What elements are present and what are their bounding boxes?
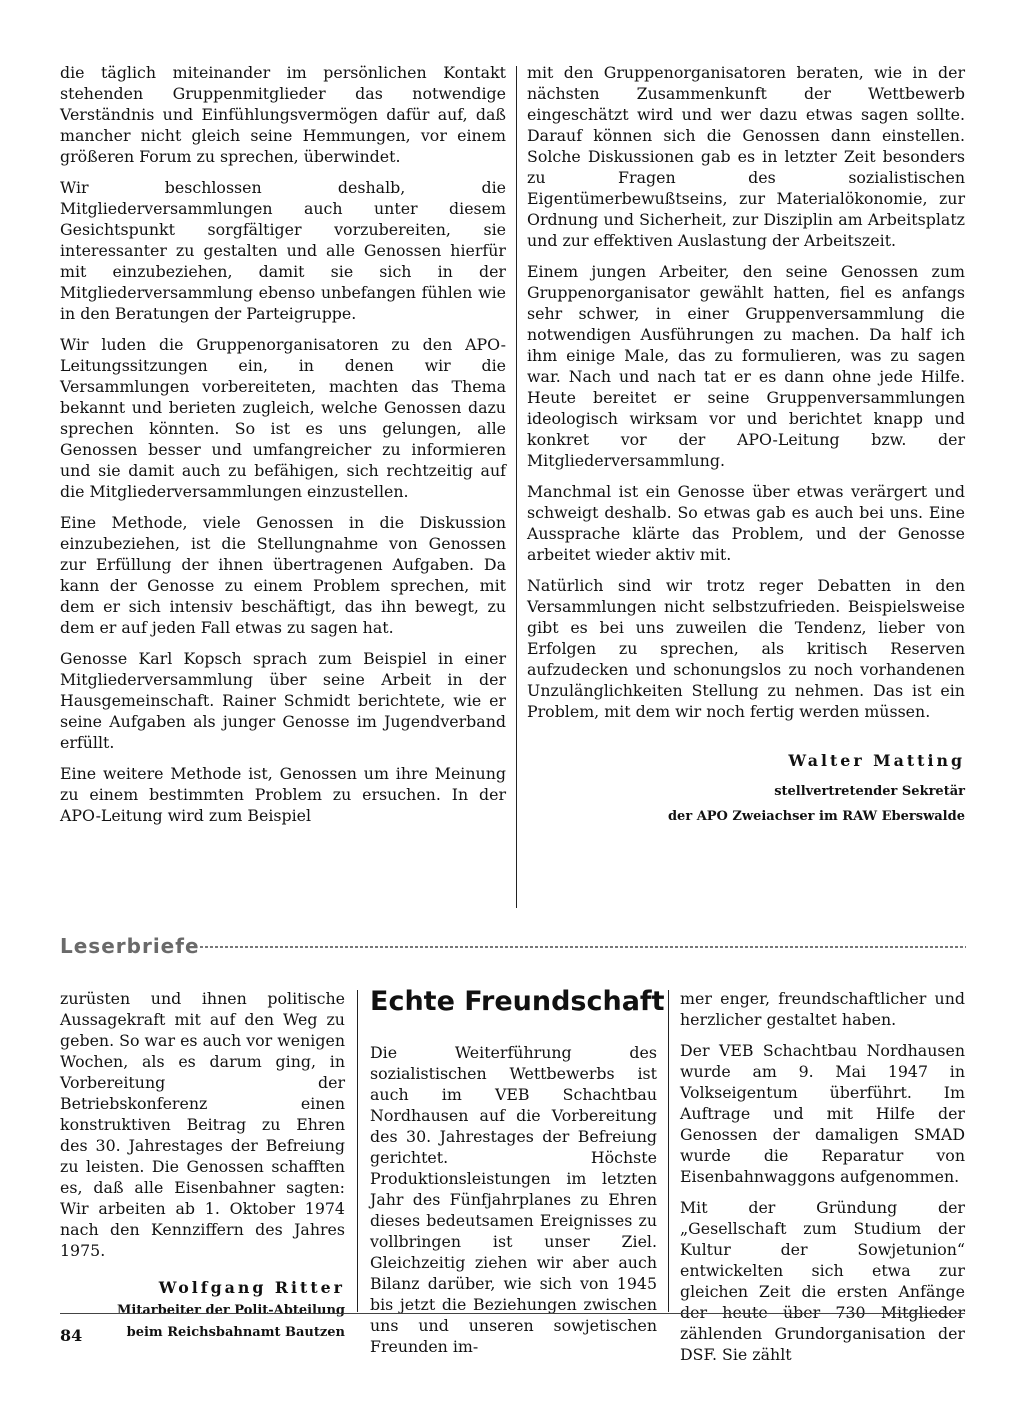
paragraph: die täglich miteinander im persönlichen Kontakt stehenden Gruppenmitglieder das notwendige Verständnis und Einfühlungsvermögen dafür auf, daß mancher nicht gleich seine Hemmungen, vor einem größeren Forum zu sprechen, überwindet. xyxy=(60,63,506,166)
paragraph: Einem jungen Arbeiter, den seine Genossen zum Gruppenorganisator gewählt hatten, fiel es anfangs sehr schwer, in einer Gruppenversammlung die notwendigen Ausführungen zu machen. Da half ich ihm einige Male, das zu formulieren, was zu sagen war. Nach und nach tat er es dann ohne jede Hilfe. Heute bereitet er seine Gruppenversammlungen ideologisch wirksam vor und berichtet knapp und konkret vor der APO-Leitung bzw. der Mitgliederversammlung. xyxy=(527,262,965,470)
paragraph: Manchmal ist ein Genosse über etwas verärgert und schweigt deshalb. So etwas gab es auch bei uns. Eine Aussprache klärte das Problem, und der Genosse arbeitet wieder aktiv mit. xyxy=(527,482,965,564)
letter-column-a xyxy=(60,988,345,1344)
letter-author-affiliation: beim Reichsbahnamt Bautzen xyxy=(126,1325,345,1340)
paragraph: mer enger, freundschaftlicher und herzlicher gestaltet haben. xyxy=(680,989,965,1029)
paragraph: Eine weitere Methode ist, Genossen um ihre Meinung zu einem bestimmten Problem zu ersuchen. In der APO-Leitung wird zum Beispiel xyxy=(60,764,506,825)
author-affiliation: der APO Zweiachser im RAW Eberswalde xyxy=(667,809,965,824)
author-role: stellvertretender Sekretär xyxy=(774,784,965,799)
article-column-left xyxy=(60,62,506,836)
paragraph: Mit der Gründung der „Gesellschaft zum Studium der Kultur der Sowjetunion“ entwickelten sich etwa zur gleichen Zeit die ersten Anfänge der heute über 730 Mitglieder zählenden Grundorganisation der DSF. Sie zählt xyxy=(680,1198,965,1364)
paragraph: zurüsten und ihnen politische Aussagekraft mit auf den Weg zu geben. So war es auch vor wenigen Wochen, als es darum ging, in Vorbereitung der Betriebskonferenz einen konstruktiven Beitrag zu Ehren des 30. Jahrestages der Befreiung zu leisten. Die Genossen schafften es, daß alle Eisenbahner sagten: Wir arbeiten ab 1. Oktober 1974 nach den Kennziffern des Jahres 1975. xyxy=(60,989,345,1260)
paragraph: Genosse Karl Kopsch sprach zum Beispiel in einer Mitgliederversammlung über seine Arbeit in der Hausgemeinschaft. Rainer Schmidt berichtete, wie er seine Aufgaben als junger Genosse im Jugendverband erfüllt. xyxy=(60,649,506,752)
column-divider xyxy=(516,66,517,908)
bottom-rule xyxy=(60,1313,965,1314)
paragraph: Die Weiterführung des sozialistischen Wettbewerbs ist auch im VEB Schachtbau Nordhausen auf die Vorbereitung des 30. Jahrestages der Befreiung gerichtet. Höchste Produktionsleistungen im letzten Jahr des Fünfjahrplanes zu Ehren dieses bedeutsamen Ereignisses zu vollbringen ist unser Ziel. Gleichzeitig ziehen wir aber auch Bilanz darüber, wie sich von 1945 bis jetzt die Beziehungen zwischen uns und unseren sowjetischen Freunden im- xyxy=(370,1043,657,1356)
page-number: 84 xyxy=(60,1326,83,1345)
paragraph: Wir beschlossen deshalb, die Mitgliederversammlungen auch unter diesem Gesichtspunkt sorgfältiger vorzubereiten, sie interessanter zu gestalten und alle Genossen hierfür mit einzubeziehen, damit sie sich in der Mitgliederversammlung ebenso unbefangen fühlen wie in den Beratungen der Parteigruppe. xyxy=(60,178,506,323)
section-rule xyxy=(200,946,966,948)
paragraph: mit den Gruppenorganisatoren beraten, wie in der nächsten Zusammenkunft der Wettbewerb eingeschätzt wird und wer dazu etwas sagen sollte. Darauf können sich die Genossen dann einstellen. Solche Diskussionen gab es in letzter Zeit besonders zu Fragen des sozialistischen Eigentümerbewußtseins, zur Materialökonomie, zur Ordnung und Sicherheit, zur Disziplin am Arbeitsplatz und zur effektiven Auslastung der Arbeitszeit. xyxy=(527,63,965,250)
section-label: Leserbriefe xyxy=(60,934,200,958)
column-divider xyxy=(357,990,358,1312)
paragraph: Der VEB Schachtbau Nordhausen wurde am 9. Mai 1947 in Volkseigentum überführt. Im Auftrage und mit Hilfe der Genossen der damaligen SMAD wurde die Reparatur von Eisenbahnwaggons aufgenommen. xyxy=(680,1041,965,1186)
paragraph: Natürlich sind wir trotz reger Debatten in den Versammlungen nicht selbstzufrieden. Beispielsweise gibt es bei uns zuweilen die Tendenz, lieber von Erfolgen zu sprechen, als kritisch Reserven aufzudecken und schonungslos zu noch vorhandenen Unzulänglichkeiten Stellung zu nehmen. Das ist ein Problem, mit dem wir noch fertig werden müssen. xyxy=(527,576,965,721)
letter-headline: Echte Freundschaft xyxy=(370,986,665,1017)
letter-author-signature: Wolfgang Ritter xyxy=(158,1278,345,1297)
article-column-right xyxy=(527,62,965,829)
author-signature: Walter Matting xyxy=(788,751,965,770)
letter-column-b xyxy=(370,1042,657,1367)
column-divider xyxy=(668,990,669,1312)
letter-author-role: Mitarbeiter der Polit-Abteilung xyxy=(117,1303,345,1318)
paragraph: Wir luden die Gruppenorganisatoren zu den APO-Leitungssitzungen ein, in denen wir die Versammlungen vorbereiteten, machten das Thema bekannt und berieten zugleich, welche Genossen dazu sprechen könnten. So ist es uns gelungen, alle Genossen besser und umfangreicher zu informieren und sie damit auch zu befähigen, sich rechtzeitig auf die Mitgliederversammlungen einzustellen. xyxy=(60,335,506,501)
letter-column-c xyxy=(680,988,965,1375)
paragraph: Eine Methode, viele Genossen in die Diskussion einzubeziehen, ist die Stellungnahme von Genossen zur Erfüllung der ihnen übertragenen Aufgaben. Da kann der Genosse zu einem Problem sprechen, mit dem er sich intensiv beschäftigt, das ihn bewegt, zu dem er auf jeden Fall etwas zu sagen hat. xyxy=(60,513,506,637)
